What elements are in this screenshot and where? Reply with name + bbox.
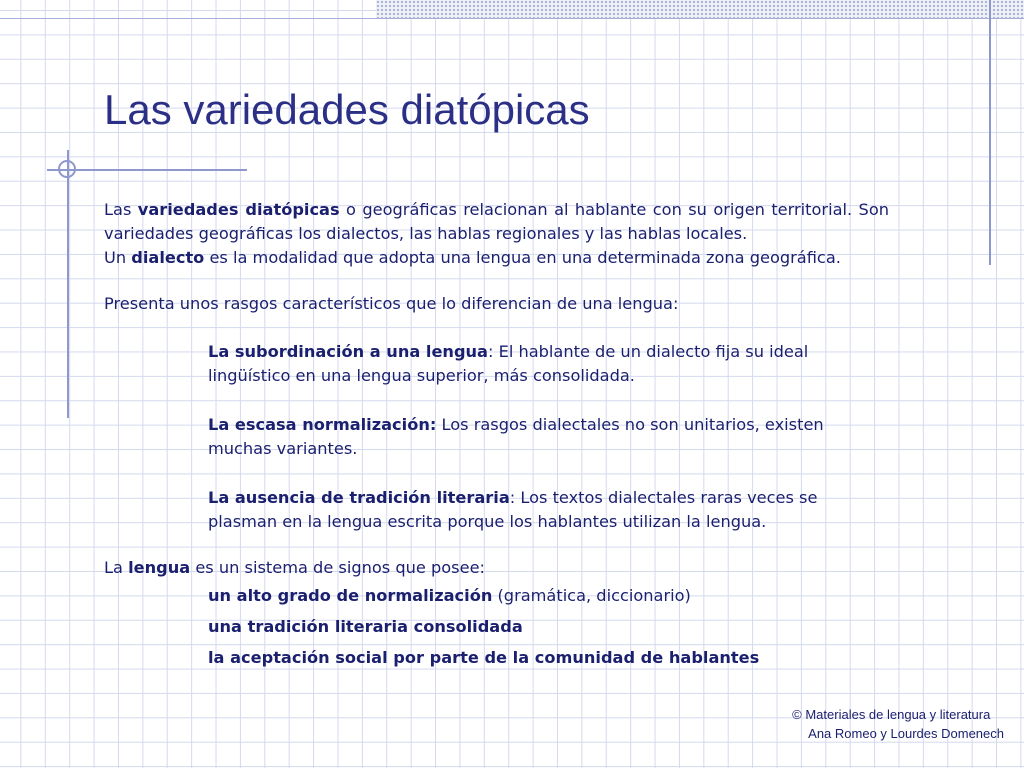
left-vertical-rule [67, 150, 69, 418]
list-item: una tradición literaria consolidada [208, 617, 523, 636]
lengua-properties-list [104, 584, 889, 670]
dialecto-definition: Un dialecto es la modalidad que adopta una lengua en una determinada zona geográfica. [104, 248, 841, 267]
presenta-paragraph: Presenta unos rasgos característicos que lo diferencian de una lengua: [104, 294, 679, 313]
circle-ornament-icon [58, 160, 76, 178]
feature-normalizacion: La escasa normalización: Los rasgos dialectales no son unitarios, existen muchas variantes. [208, 415, 824, 458]
footer-authors: Ana Romeo y Lourdes Domenech [808, 726, 1004, 741]
term-lengua: lengua [128, 558, 191, 577]
term-dialecto: dialecto [131, 248, 205, 267]
list-item: un alto grado de normalización (gramática, diccionario) [208, 586, 691, 605]
feature-tradicion-literaria: La ausencia de tradición literaria: Los textos dialectales raras veces se plasman en la lengua escrita porque los hablantes utilizan la lengua. [208, 488, 818, 531]
intro-paragraph: Las variedades diatópicas o geográficas relacionan al hablante con su origen territorial. Son variedades geográficas los dialectos, las hablas regionales y las hablas locales. [104, 200, 889, 243]
slide-body [104, 198, 889, 670]
dotted-header-band [376, 0, 1024, 18]
term-variedades-diatopicas: variedades diatópicas [137, 200, 340, 219]
lengua-definition: La lengua es un sistema de signos que posee: [104, 558, 485, 577]
footer-copyright: © Materiales de lengua y literatura [792, 707, 991, 722]
title-underline-rule [47, 169, 247, 171]
feature-subordinacion: La subordinación a una lengua: El hablante de un dialecto fija su ideal lingüístico en una lengua superior, más consolidada. [208, 342, 809, 385]
list-item: la aceptación social por parte de la comunidad de hablantes [208, 648, 760, 667]
right-vertical-rule [989, 0, 991, 265]
footer-credits [792, 705, 1004, 743]
slide-title: Las variedades diatópicas [104, 86, 590, 133]
top-rule [0, 18, 1024, 19]
